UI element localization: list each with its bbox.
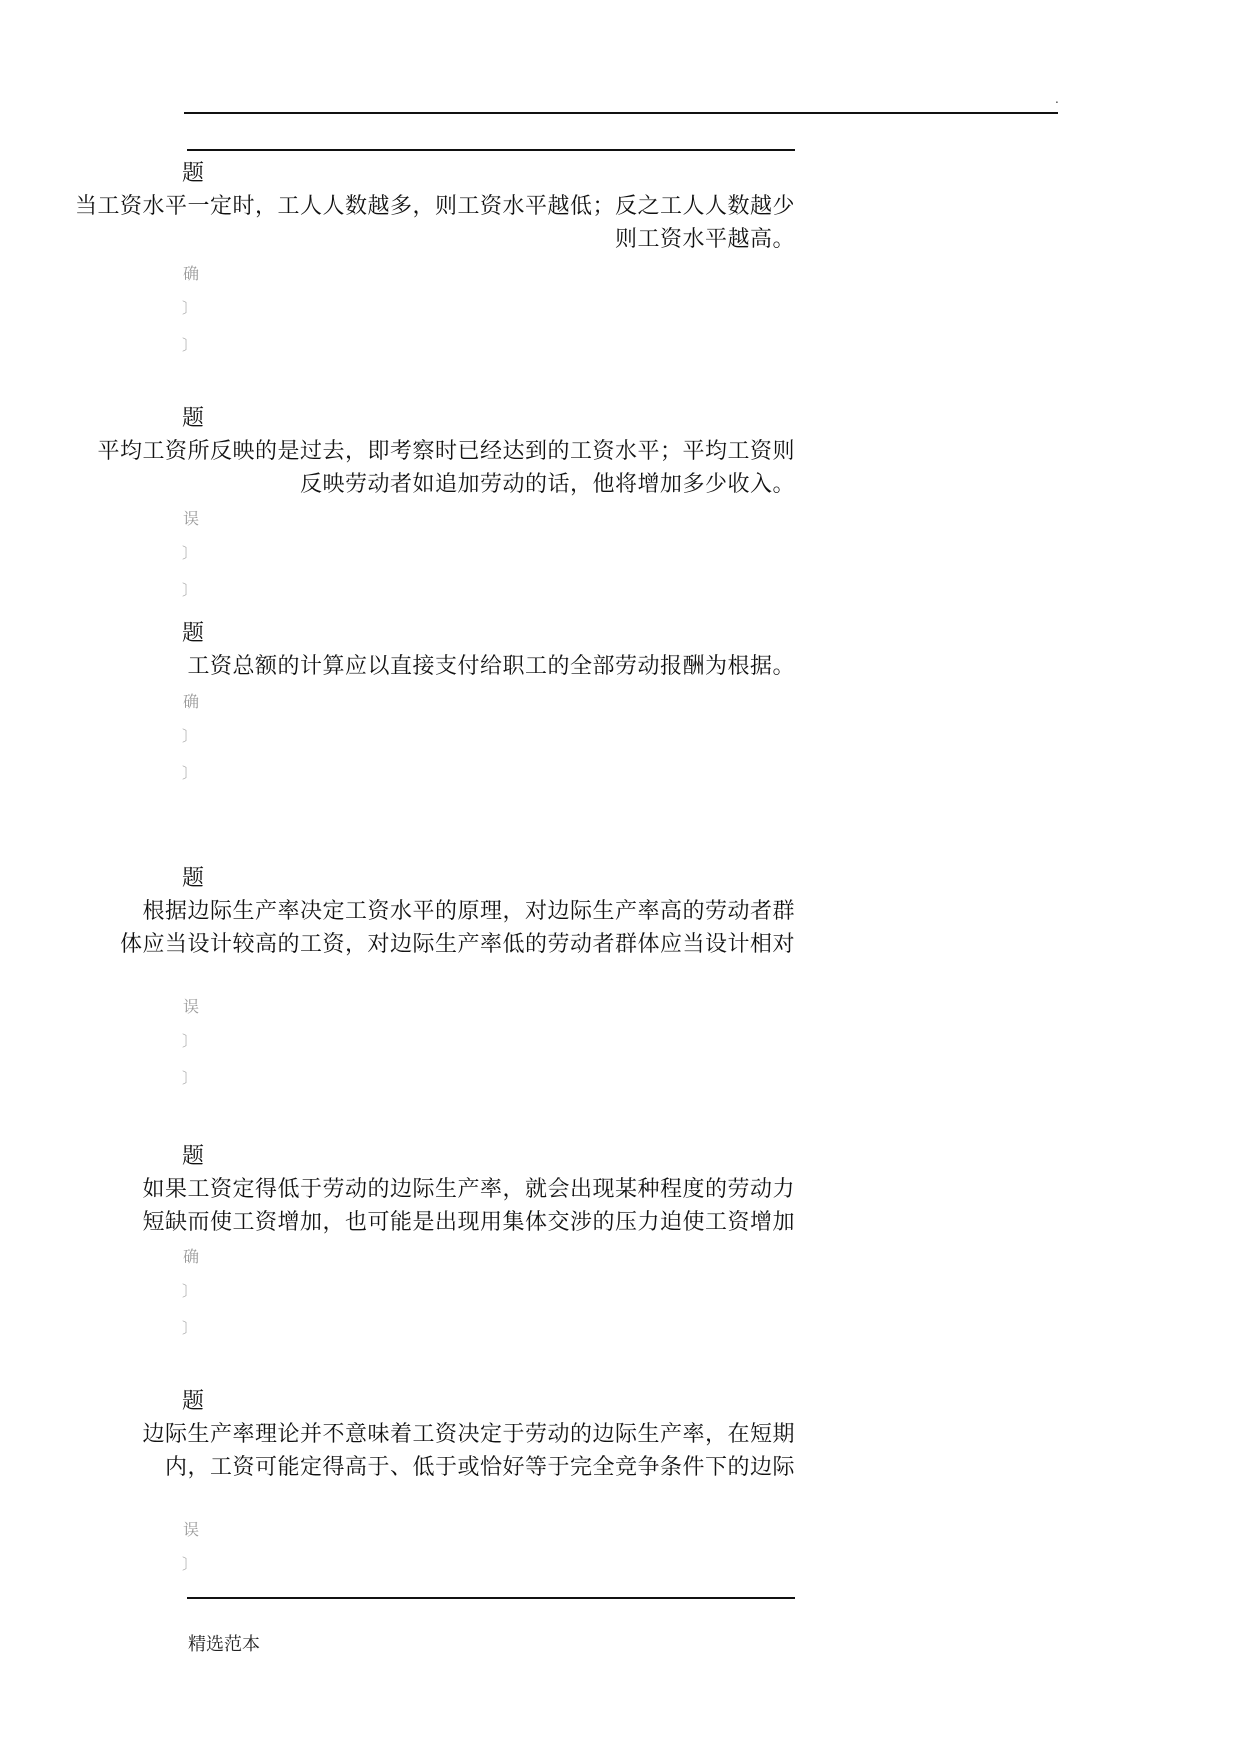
question-text: 体应当设计较高的工资，对边际生产率低的劳动者群体应当设计相对 (119, 932, 795, 957)
option-mark[interactable]: 〕 (182, 299, 198, 317)
question-text: 则工资水平越高。 (614, 227, 795, 252)
question-text: 边际生产率理论并不意味着工资决定于劳动的边际生产率，在短期 (142, 1422, 795, 1447)
question-heading: 题 (182, 1144, 205, 1169)
question-heading: 题 (182, 406, 205, 431)
question-text: 反映劳动者如追加劳动的话，他将增加多少收入。 (299, 472, 795, 497)
question-heading: 题 (182, 1389, 205, 1414)
answer-tag: 误 (183, 1520, 200, 1539)
answer-tag: 确 (183, 1247, 200, 1266)
question-text: 如果工资定得低于劳动的边际生产率，就会出现某种程度的劳动力 (142, 1177, 795, 1202)
option-mark[interactable]: 〕 (182, 1555, 198, 1573)
option-mark[interactable]: 〕 (182, 336, 198, 354)
answer-tag: 确 (183, 692, 200, 711)
option-mark[interactable]: 〕 (182, 764, 198, 782)
clip-rule-bottom (187, 1597, 795, 1599)
page-dot: . (1055, 92, 1059, 106)
option-mark[interactable]: 〕 (182, 727, 198, 745)
question-excerpt (74, 149, 795, 1599)
option-mark[interactable]: 〕 (182, 544, 198, 562)
option-mark[interactable]: 〕 (182, 1282, 198, 1300)
question-heading: 题 (182, 621, 205, 646)
footer-label: 精选范本 (188, 1634, 260, 1655)
question-heading: 题 (182, 866, 205, 891)
answer-tag: 确 (183, 264, 200, 283)
question-text: 根据边际生产率决定工资水平的原理，对边际生产率高的劳动者群 (142, 899, 795, 924)
question-text: 内，工资可能定得高于、低于或恰好等于完全竞争条件下的边际 (164, 1455, 795, 1480)
question-text: 平均工资所反映的是过去，即考察时已经达到的工资水平；平均工资则 (97, 439, 795, 464)
answer-tag: 误 (183, 509, 200, 528)
answer-tag: 误 (183, 997, 200, 1016)
question-text: 短缺而使工资增加，也可能是出现用集体交涉的压力迫使工资增加 (142, 1210, 795, 1235)
header-rule (184, 112, 1058, 114)
question-heading: 题 (182, 161, 205, 186)
question-text: 工资总额的计算应以直接支付给职工的全部劳动报酬为根据。 (187, 654, 795, 679)
option-mark[interactable]: 〕 (182, 1069, 198, 1087)
option-mark[interactable]: 〕 (182, 1032, 198, 1050)
option-mark[interactable]: 〕 (182, 1319, 198, 1337)
question-text: 当工资水平一定时，工人人数越多，则工资水平越低；反之工人人数越少 (74, 194, 795, 219)
option-mark[interactable]: 〕 (182, 581, 198, 599)
